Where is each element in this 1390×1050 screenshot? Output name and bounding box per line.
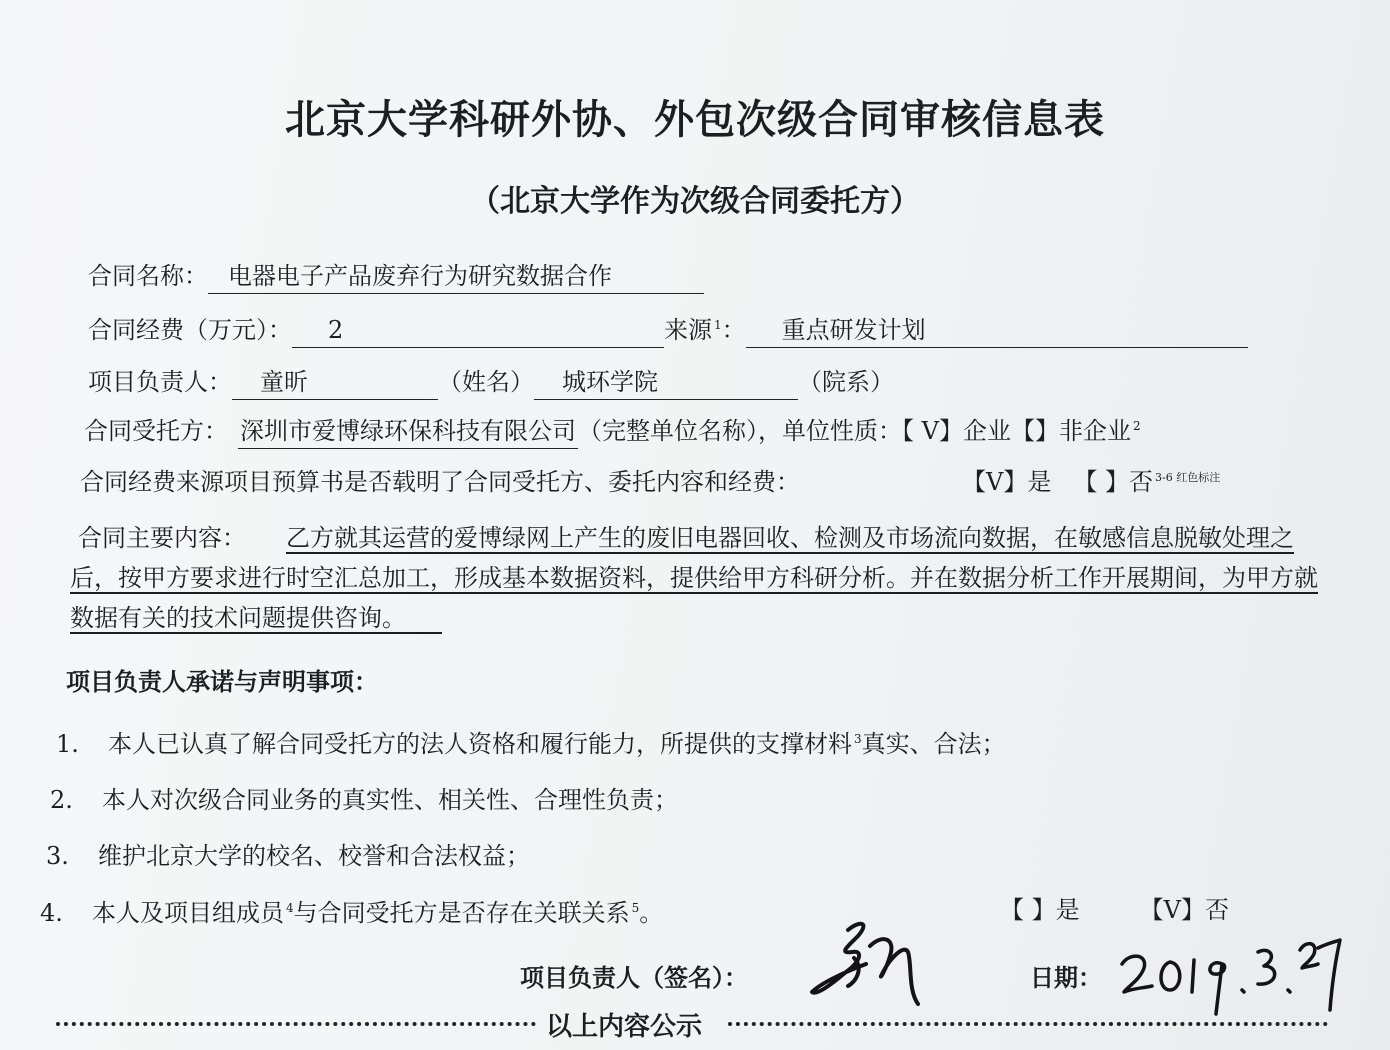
commitments-heading: 项目负责人承诺与声明事项： xyxy=(66,668,378,696)
commitment-tail: 。 xyxy=(639,899,664,927)
relation-no-checkbox: 【V】否 xyxy=(1139,896,1229,924)
contract-name-value: 电器电子产品废弃行为研究数据合作 xyxy=(208,261,704,294)
commitment-number: 4. xyxy=(40,899,63,927)
funding-label: 合同经费（万元）： xyxy=(88,316,292,344)
pi-row xyxy=(88,362,894,400)
commitment-item-4 xyxy=(40,893,663,928)
handwritten-date xyxy=(1118,928,1348,1022)
trustee-row xyxy=(84,411,1141,449)
commitment-text-mid: 与合同受托方是否存在关联关系 xyxy=(293,899,630,927)
commitment-tail: 真实、合法； xyxy=(861,730,1006,758)
relation-yes-checkbox: 【 】是 xyxy=(1000,896,1080,924)
commitment-item-1 xyxy=(56,724,1006,759)
funding-row xyxy=(88,310,1248,348)
source-value: 重点研发计划 xyxy=(746,315,1248,348)
commitment-number: 3. xyxy=(46,842,69,870)
commitment-item-3 xyxy=(46,836,530,871)
footer-dotted-line-right xyxy=(728,1022,1328,1026)
relation-answer-group xyxy=(1000,890,1229,925)
page-title: 北京大学科研外协、外包次级合同审核信息表 xyxy=(285,97,1105,143)
department-value: 城环学院 xyxy=(534,367,798,400)
non-enterprise-checkbox: 【】非企业 xyxy=(1010,417,1131,445)
department-hint: （院系） xyxy=(798,368,894,396)
commitment-footnote: 4 xyxy=(286,901,294,915)
date-strokes xyxy=(1118,928,1348,1018)
budget-answer-group xyxy=(962,462,1220,497)
budget-question-label: 合同经费来源项目预算书是否载明了合同受托方、委托内容和经费： xyxy=(80,468,800,496)
commitment-text: 本人已认真了解合同受托方的法人资格和履行能力，所提供的支撑材料 xyxy=(108,730,852,758)
budget-no-checkbox: 【 】否 xyxy=(1073,468,1153,496)
source-label: 来源 xyxy=(664,316,712,344)
contract-name-label: 合同名称： xyxy=(88,262,208,290)
signature-label: 项目负责人（签名）： xyxy=(520,964,748,992)
budget-yes-checkbox: 【V】是 xyxy=(962,468,1052,496)
footer-dotted-line-left xyxy=(56,1022,536,1026)
commitment-number: 1. xyxy=(56,730,79,758)
commitment-number: 2. xyxy=(50,786,73,814)
enterprise-checkbox: 【 V】企业 xyxy=(902,417,1011,445)
commitment-text: 维护北京大学的校名、校誉和合法权益； xyxy=(98,842,530,870)
trustee-value: 深圳市爱博绿环保科技有限公司 xyxy=(238,416,578,449)
source-colon: ： xyxy=(721,316,746,344)
pi-label: 项目负责人： xyxy=(88,368,232,396)
funding-value: 2 xyxy=(292,315,664,348)
trustee-label: 合同受托方： xyxy=(84,417,228,445)
unit-nature-footnote: 2 xyxy=(1132,419,1141,433)
name-hint: （姓名） xyxy=(438,368,534,396)
commitment-item-2 xyxy=(50,780,678,815)
budget-footnote: 3-6 红色标注 xyxy=(1154,471,1221,484)
date-label: 日期： xyxy=(1030,964,1102,992)
handwritten-signature xyxy=(808,912,938,1011)
page-subtitle: （北京大学作为次级合同委托方） xyxy=(470,184,920,219)
signature-strokes xyxy=(808,912,938,1007)
budget-question-row xyxy=(80,462,800,497)
contract-name-row xyxy=(88,256,704,294)
commitment-text: 本人对次级合同业务的真实性、相关性、合理性负责； xyxy=(102,786,678,814)
public-notice-label: 以上内容公示 xyxy=(546,1012,703,1042)
commitment-footnote-2: 5 xyxy=(631,901,640,915)
pi-name-value: 童昕 xyxy=(232,367,438,400)
contract-content-text: 乙方就其运营的爱博绿网上产生的废旧电器回收、检测及市场流向数据，在敏感信息脱敏处理之后，按甲方要求进行时空汇总加工，形成基本数据资料，提供给甲方科研分析。并在数据分析工作开展期间，为甲方就数据有关的技术问题提供咨询。 xyxy=(70,524,1318,632)
commitment-text: 本人及项目组成员 xyxy=(92,899,284,927)
trustee-hint: （完整单位名称）， xyxy=(578,417,782,445)
contract-content-paragraph xyxy=(70,518,1332,638)
source-footnote: 1 xyxy=(714,318,722,332)
contract-content-label: 合同主要内容： xyxy=(78,524,246,552)
unit-nature-label: 单位性质： xyxy=(782,417,902,445)
commitment-footnote: 3 xyxy=(854,732,862,746)
